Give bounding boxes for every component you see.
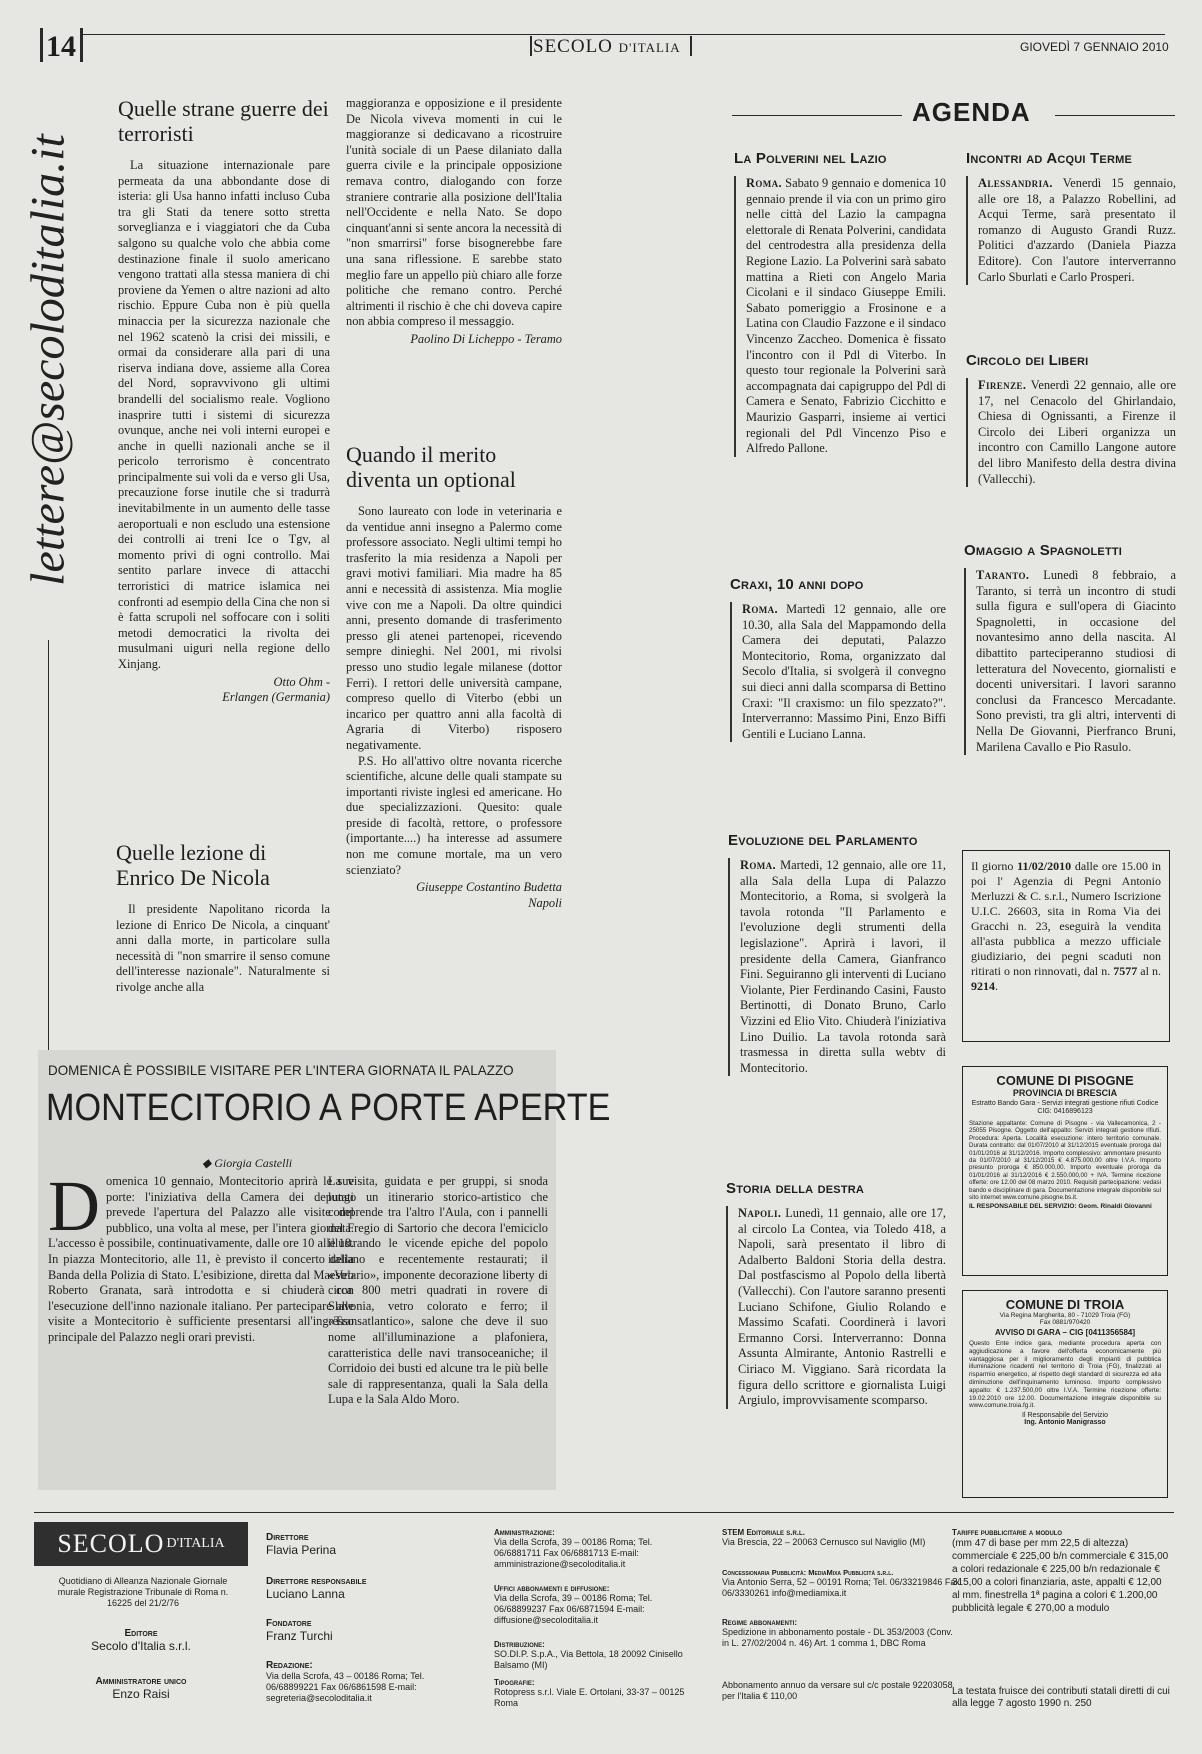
agenda-item-city: Roma. bbox=[740, 858, 777, 872]
agenda-item-body: Venerdì 22 gennaio, alle ore 17, nel Cenacolo del Ghirlandaio, Chiesa di Ognissanti, a Firenze il Circolo dei Liberi organizza un incontro con Camillo Langone autore del libro Manifesto della destra divina (Vallecchi). bbox=[978, 378, 1177, 486]
ad-sign: IL RESPONSABILE DEL SERVIZIO: Geom. Rinaldi Giovanni bbox=[969, 1203, 1152, 1211]
footer-value: Via della Scrofa, 39 – 00186 Roma; Tel. 06/6881711 Fax 06/6881713 E-mail: amministrazione@secoloditalia.it bbox=[494, 1537, 653, 1569]
footer-label: Editore bbox=[124, 1628, 158, 1639]
footer-label: Tipografie: bbox=[494, 1678, 535, 1687]
ad-number-from: 7577 bbox=[1113, 964, 1138, 978]
agenda-title: AGENDA bbox=[912, 97, 1031, 127]
page-date: GIOVEDÌ 7 GENNAIO 2010 bbox=[1020, 40, 1169, 54]
footer-value: Flavia Perina bbox=[266, 1543, 337, 1557]
agenda-item-text bbox=[740, 858, 946, 1076]
footer-testata bbox=[952, 1686, 1172, 1710]
agenda-item bbox=[966, 352, 1176, 487]
feature-body-1: omenica 10 gennaio, Montecitorio aprirà le sue porte: l'iniziativa della Camera dei deputati prevede l'apertura del Palazzo alle visite del pubblico, una volta al mese, per l'intera giornata. L'accesso è possibile, continuativamente, dalle ore 10 alle 18. In piazza Montecitorio, alle 11, è previsto il concerto della Banda della Polizia di Stato. L'esibizione, diretta dal Maestro Roberto Granata, sarà introdotta e si chiuderà con l'esecuzione dell'inno nazionale italiano. Per partecipare alle visite a Montecitorio è sufficiente presentarsi all'ingresso principale del Palazzo negli orari previsti. bbox=[48, 1174, 354, 1344]
footer-quotidiano: Quotidiano di Alleanza Nazionale Giornale murale Registrazione Tribunale di Roma n. 16225 del 21/2/76 bbox=[57, 1576, 229, 1608]
ad-text-a: Il giorno bbox=[971, 859, 1014, 873]
footer-value: Via della Scrofa, 39 – 00186 Roma; Tel. 06/68899237 Fax 06/6871594 E-mail: diffusione@secoloditalia.it bbox=[494, 1593, 653, 1625]
footer-value: Via della Scrofa, 43 – 00186 Roma; Tel. 06/68899221 Fax 06/6861598 E-mail: segreteria@secoloditalia.it bbox=[266, 1671, 425, 1703]
ad-text bbox=[971, 859, 1161, 994]
footer-fondatore bbox=[266, 1618, 466, 1643]
agenda-item-title: Incontri ad Acqui Terme bbox=[966, 150, 1132, 167]
masthead-right-bar bbox=[690, 36, 692, 56]
agenda-item-city: Roma. bbox=[742, 602, 779, 616]
ad-sign-role: Il Responsabile del Servizio bbox=[1022, 1412, 1108, 1420]
footer-amministratore bbox=[34, 1676, 248, 1701]
letter-de-nicola bbox=[116, 840, 330, 996]
footer-label: Distribuzione: bbox=[494, 1640, 545, 1649]
footer-value: Franz Turchi bbox=[266, 1629, 333, 1643]
ad-sign-name: Ing. Antonio Manigrasso bbox=[1024, 1419, 1106, 1427]
letter-place: Napoli bbox=[528, 895, 562, 910]
footer-distribuzione bbox=[494, 1640, 694, 1671]
agenda-item-title: Storia della destra bbox=[726, 1180, 865, 1197]
ad-line: Estratto Bando Gara - Servizi integrati gestione rifiuti Codice CIG: 0416896123 bbox=[971, 1100, 1159, 1115]
footer-value: Abbonamento annuo da versare sul c/c postale 92203058 per l'Italia € 110,00 bbox=[722, 1680, 953, 1701]
letter-author: Giuseppe Costantino Budetta bbox=[416, 880, 562, 895]
ad-text-end: . bbox=[995, 979, 998, 993]
ad-asta-pegni bbox=[962, 850, 1170, 1042]
letter-body: Sono laureato con lode in veterinaria e da ventidue anni insegno a Palermo come professore associato. Negli ultimi tempi ho trasferito la mia residenza a Napoli per gravi motivi familiari. Mia madre ha 85 anni e necessità di assistenza. Mia moglie vive con me a Napoli. Da oltre quindici anni, presento domande di trasferimento presso gli atenei partenopei, ricevendo sempre dinieghi. Nel 2001, mi rivolsi presso uno studio legale milanese (dottor Ferri). I rettori delle università campane, compreso quello di Viterbo (ebbi un incarico per quattro anni alla facoltà di Agraria di Viterbo) risposero negativamente. bbox=[346, 504, 562, 752]
letter-author: Otto Ohm - bbox=[273, 674, 330, 689]
feature-headline: MONTECITORIO A PORTE APERTE bbox=[46, 1087, 611, 1129]
agenda-item-body: Martedì, 12 gennaio, alle ore 11, alla Sala della Lupa di Palazzo Montecitorio, a Roma, si svolgerà la tavola rotonda "Il Parlamento e l'evoluzione degli strumenti della legislazione". Aprirà i lavori, il presidente della Camera, Gianfranco Fini. Seguiranno gli interventi di Luciano Violante, Pier Ferdinando Casini, Fausto Bertinotti, di Donato Bruno, Carlo Vizzini ed Elio Vito. Chiuderà l'iniziativa Lino Duilio. La tavola rotonda sarà trasmessa in diretta sulla webtv di Montecitorio. bbox=[740, 858, 946, 1075]
footer-abbonamento bbox=[722, 1680, 962, 1702]
agenda-item-text bbox=[976, 568, 1176, 755]
footer-label: Direttore responsabile bbox=[266, 1576, 367, 1587]
letters-email: lettere@secoloditalia.it bbox=[21, 134, 75, 586]
footer-direttore-responsabile bbox=[266, 1576, 466, 1601]
footer-stem bbox=[722, 1528, 962, 1548]
agenda-item-text bbox=[738, 1206, 946, 1409]
agenda-item bbox=[734, 150, 946, 457]
footer-logo-small: D'ITALIA bbox=[166, 1536, 225, 1551]
agenda-item-title: Omaggio a Spagnoletti bbox=[964, 542, 1123, 559]
agenda-item bbox=[964, 542, 1176, 755]
ad-comune-pisogne bbox=[962, 1066, 1168, 1276]
letter-title: Quelle strane guerre dei terroristi bbox=[118, 96, 329, 146]
footer-logo-main: SECOLO bbox=[57, 1529, 165, 1558]
feature-col-2 bbox=[328, 1174, 548, 1408]
footer-value: Enzo Raisi bbox=[112, 1687, 170, 1701]
footer-value: Via Antonio Serra, 52 – 00191 Roma; Tel. 06/33219846 Fax 06/3330261 info@mediamixa.it bbox=[722, 1577, 960, 1598]
agenda-item-text bbox=[978, 176, 1176, 285]
ad-text-mid: al n. bbox=[1140, 964, 1161, 978]
footer-tipografie bbox=[494, 1678, 694, 1709]
ad-body: Questo Ente indice gara, mediante procedura aperta con aggiudicazione a favore dell'offerta economicamente più vantaggiosa per il miglioramento degli impianti di pubblica illuminazione ricadenti nel territorio di Troia (FG), finalizzati al risparmio energetico, al rispetto degli standard di sicurezza ed alla diminuzione dell'inquinamento luminoso. Importo complessivo appalto: € 1.237.500,00 oltre I.V.A. Termine ricezione offerte: 19.02.2010 ore 12.00. Documentazione integrale disponibile su www.comune.troia.fg.it. bbox=[969, 1340, 1161, 1410]
footer-label: Tariffe pubblicitarie a modulo bbox=[952, 1528, 1063, 1537]
header-rule bbox=[80, 34, 1165, 35]
feature-article bbox=[38, 1050, 611, 1490]
feature-col-1 bbox=[48, 1166, 354, 1346]
footer-direttore bbox=[266, 1532, 466, 1557]
letter-author: Paolino Di Licheppo - Teramo bbox=[410, 331, 562, 346]
letter-terroristi bbox=[118, 96, 330, 706]
masthead-name: SECOLO bbox=[533, 36, 613, 57]
page-header bbox=[40, 28, 1170, 68]
letters-email-sidebar bbox=[18, 100, 78, 620]
masthead-left-bar bbox=[530, 36, 532, 56]
agenda-item-title: Craxi, 10 anni dopo bbox=[730, 576, 864, 593]
agenda-item-body: Venerdì 15 gennaio, alle ore 18, a Palazzo Robellini, ad Acqui Terme, sarà presentato il romanzo di Augusto Grandi Ruzz. Politici d'azzardo (Daniela Piazza Editore). Con l'autore interverranno Carlo Sburlati e Carlo Prosperi. bbox=[978, 176, 1176, 284]
footer-value: La testata fruisce dei contributi statali diretti di cui alla legge 7 agosto 1990 n. 250 bbox=[952, 1686, 1170, 1709]
agenda-item bbox=[730, 576, 946, 742]
ad-title: COMUNE DI PISOGNE bbox=[996, 1073, 1134, 1088]
footer-label: STEM Editoriale s.r.l. bbox=[722, 1528, 805, 1537]
ad-fax: Fax 0881/970420 bbox=[1039, 1319, 1091, 1326]
letter-de-nicola-continued bbox=[346, 96, 562, 348]
footer-redazione bbox=[266, 1660, 466, 1704]
footer-concessionaria bbox=[722, 1568, 962, 1599]
agenda-item-title: La Polverini nel Lazio bbox=[734, 150, 887, 167]
page-number: 14 bbox=[46, 30, 76, 63]
agenda-item-title: Circolo dei Liberi bbox=[966, 352, 1089, 369]
footer-label: Fondatore bbox=[266, 1618, 312, 1629]
footer-rule bbox=[34, 1512, 1174, 1513]
footer-label: Uffici abbonamenti e diffusione: bbox=[494, 1584, 610, 1593]
ad-body: Stazione appaltante: Comune di Pisogne - via Vallecamonica, 2 - 25055 Pisogne. Oggetto dell'appalto: Servizi integrati gestione rifiuti. Procedura: Aperta. Località esecuzione: intero territorio comunale. Durata contratto: dal 01/07/2010 al 31/12/2015 eventuale proroga dal 01/01/2016 al 31/12/2016. Importo complessivo: ammontare presunto da 01/07/2010 al 31/12/2015 € 4.875.000,00 oltre I.V.A. Importo presunto proroga € 850.000,00. Importo eventuale proroga da 01/01/2016 al 31/12/2016 € 2.550.000,00 + IVA. Termine ricezione offerte: ore 12.00 del 08 marzo 2010. Requisiti partecipazione: vedasi bando e disciplinare di gara. Documentazione integrale disponibile sul sito internet www.comune.pisogne.bs.it. bbox=[969, 1120, 1161, 1202]
masthead-small: D'ITALIA bbox=[618, 40, 681, 55]
letter-body-continued: maggioranza e opposizione e il presidente De Nicola viveva momenti in cui le maggioranze si dedicavano a ricostruire l'unità sociale di un Paese dilaniato dalla guerra civile e la principale opposizione remava contro, dialogando con forze straniere contrarie alla posizione dell'Italia nell'Occidente e nella Nato. Se dopo cinquant'anni si sente ancora la necessità di "non smarrirsi" forse bisognerebbe fare una sana riflessione. E sarebbe stato meglio fare un appello più chiaro alle forze politiche che remano contro. Perché altrimenti il rischio è che chi doveva capire non abbia compreso il messaggio. bbox=[346, 96, 562, 329]
agenda-item bbox=[966, 150, 1176, 285]
ad-subtitle: PROVINCIA DI BRESCIA bbox=[1012, 1088, 1118, 1098]
colophon bbox=[34, 1518, 1174, 1718]
agenda-item-body: Sabato 9 gennaio e domenica 10 gennaio prende il via con un primo giro nelle città del Lazio la campagna elettorale di Renata Polverini, candidata del centrodestra alla presidenza della Regione Lazio. La Polverini sarà sabato mattina a Rieti con Angelo Maria Cicolani e il sindaco Giuseppe Emili. Sabato pomeriggio a Frosinone e a Latina con Claudio Fazzone e il sindaco Vincenzo Zaccheo. Domenica è fissato l'incontro con il Pdl di Viterbo. In questo tour regionale la Polverini sarà accompagnata dai capigruppo del Pdl di Camera e Senato, Fabrizio Cicchitto e Maurizio Gasparri, insieme ai vertici regionali del Pdl Vincenzo Piso e Alfredo Pallone. bbox=[746, 176, 946, 456]
letter-place: Erlangen (Germania) bbox=[222, 690, 330, 705]
agenda-item bbox=[728, 832, 946, 1076]
footer-logo bbox=[34, 1522, 248, 1566]
ad-title: COMUNE DI TROIA bbox=[1005, 1297, 1125, 1312]
feature-body-2: La visita, guidata e per gruppi, si snoda lungo un itinerario storico-artistico che comprende tra l'altro l'Aula, con i pannelli del Fregio di Sartorio che decora l'emiciclo illustrando le vicende epiche del popolo italiano e recentemente restaurati; il «Velario», imponente decorazione liberty di circa 800 metri quadrati in rovere di Slavonia, vetro colorato e ferro; il «Transatlantico», salone che deve il suo nome all'illuminazione a plafoniera, caratteristica delle navi transoceaniche; il Corridoio dei busti ed alcune tra le più belle sale di rappresentanza, quali la Sala della Lupa e la Sala Aldo Moro. bbox=[328, 1174, 548, 1407]
ad-comune-troia bbox=[962, 1290, 1168, 1498]
feature-dropcap: D bbox=[48, 1166, 100, 1246]
agenda-item-city: Firenze. bbox=[978, 378, 1027, 392]
footer-label: Amministrazione: bbox=[494, 1528, 555, 1537]
footer-value: Via Brescia, 22 – 20063 Cernusco sul Naviglio (MI) bbox=[722, 1537, 926, 1547]
footer-label: Amministratore unico bbox=[95, 1676, 187, 1687]
letter-title: Quelle lezione di Enrico De Nicola bbox=[116, 840, 270, 890]
feature-byline: ◆ Giorgia Castelli bbox=[202, 1156, 293, 1170]
footer-value: Spedizione in abbonamento postale - DL 353/2003 (Conv. in L. 27/02/2004 n. 46) Art. 1 comma 1, DBC Roma bbox=[722, 1627, 953, 1648]
agenda-item bbox=[726, 1180, 946, 1409]
letter-title: Quando il merito diventa un optional bbox=[346, 442, 516, 492]
agenda-item-city: Napoli. bbox=[738, 1206, 782, 1220]
sidebar-rule bbox=[48, 640, 49, 1090]
agenda-rule-left bbox=[732, 115, 902, 116]
ad-date: 11/02/2010 bbox=[1017, 859, 1072, 873]
agenda-item-body: Lunedì, 11 gennaio, alle ore 17, al circolo La Contea, via Toledo 418, a Napoli, sarà presentato il libro di Adalberto Baldoni Storia della destra. Dal postfascismo al Popolo della libertà (Vallecchi). Con l'autore saranno presenti Luciano Schifone, Giulio Rolando e Massimo Scafati. Coordinerà i lavori Ermanno Corsi. Interverranno: Donna Assunta Almirante, Antonio Rastrelli e Ciriaco M. Viggiano. Sarà ricordata la figura dello scrittore e giornalista Luigi Argiulo, improvvisamente scomparso. bbox=[738, 1206, 946, 1408]
footer-editore bbox=[34, 1628, 248, 1653]
footer-label: Regime abbonamenti: bbox=[722, 1618, 797, 1627]
page-number-bar bbox=[40, 28, 43, 62]
footer-label: Redazione: bbox=[266, 1660, 313, 1671]
letter-body: La situazione internazionale pare permeata da una abbondante dose di isteria: gli Usa hanno infatti incluso Cuba tra gli Stati da tenere sotto stretta sorveglianza e i viaggiatori che da Cuba salgono su qualche volo che abbia come destinazione finale il suolo americano vengono trattati alla stessa maniera di chi proviene da Yemen o altre nazioni ad alto rischio. Eppure Cuba non è più quella minaccia per la sicurezza nazionale che nel 1962 scatenò la crisi dei missili, e ormai da considerare alla pari di una riserva indiana dove, assieme alla Corea del Nord, sopravvivono gli ultimi brandelli del socialismo reale. Vogliono inasprire tutti i sistemi di sicurezza ovunque, anche nei voli interni europei e anche in quelli nazionali anche se il pericolo terrorismo è concentrato principalmente sui voli da e verso gli Usa, precauzione forse inutile che si tradurrà inevitabilmente in un aumento delle tasse aeroportuali e non escludo una estensione dei controlli ai treni Ice o Tgv, al momento privi di ogni controllo. Mai sentito parlare invece di attacchi terroristici di matrice islamica nei confronti ad esempio della Cina che non si è fatta scrupoli nel soffocare con i soliti metodi democratici la rivolta dei musulmani uiguri nella regione dello Xinjang. bbox=[118, 158, 330, 671]
ad-number-to: 9214 bbox=[971, 979, 995, 993]
letter-body: Il presidente Napolitano ricorda la lezione di Enrico De Nicola, a cinquant' anni dalla morte, in particolare sulla necessità di "non smarrire il senso comune dell'interesse nazionale". Naturalmente si rivolge anche alla bbox=[116, 902, 330, 994]
footer-value: (mm 47 di base per mm 22,5 di altezza) commerciale € 225,00 b/n commerciale € 315,00 a colori redazionale € 225,00 b/n redazionale € 315,00 a colori finanziaria, aste, appalti € 12,00 al mm. finestrella 1ª pagina a colori € 1.200,00 pubblicità legale € 270,00 a modulo bbox=[952, 1538, 1169, 1614]
agenda-item-text bbox=[742, 602, 946, 742]
agenda-item-body: Lunedì 8 febbraio, a Taranto, si terrà un incontro di studi sulla figura e sull'opera di Giacinto Spagnoletti, in occasione del novantesimo anno della nascita. Al dibattito parteciperanno studiosi di letteratura del Novecento, giornalisti e docenti universitari. I lavori saranno conclusi da Francesco Mercadante. Sono previsti, tra gli altri, interventi di Nella De Giovanni, Pierfranco Bruni, Marilena Cavallo e Pio Rasulo. bbox=[976, 568, 1176, 754]
agenda-item-city: Alessandria. bbox=[978, 176, 1053, 190]
feature-kicker: DOMENICA È POSSIBILE VISITARE PER L'INTERA GIORNATA IL PALAZZO bbox=[48, 1062, 514, 1078]
agenda-rule-right bbox=[1055, 115, 1175, 116]
ad-subtitle: AVVISO DI GARA – CIG [0411356584] bbox=[994, 1328, 1136, 1337]
footer-value: Secolo d'Italia s.r.l. bbox=[91, 1639, 191, 1653]
footer-value: Rotopress s.r.l. Viale E. Ortolani, 33-37 – 00125 Roma bbox=[494, 1687, 685, 1708]
footer-regime bbox=[722, 1618, 962, 1649]
masthead bbox=[533, 36, 681, 58]
footer-value: Luciano Lanna bbox=[266, 1587, 345, 1601]
ad-address: Via Regina Margherita, 80 - 71029 Troia (FG) bbox=[999, 1312, 1131, 1319]
agenda-item-title: Evoluzione del Parlamento bbox=[728, 832, 918, 849]
footer-tariffe bbox=[952, 1528, 1172, 1615]
agenda-item-text bbox=[978, 378, 1176, 487]
ad-text-b: dalle ore 15.00 in poi l' Agenzia di Pegni Antonio Merluzzi & C. s.r.l., Numero Iscrizione U.I.C. 26603, sita in Roma Via dei Gracchi n. 23, eseguirà la vendita all'asta pubblica a mezzo ufficiale giudiziario, dei pegni scaduti non ritirati o non rinnovati, dal n. bbox=[971, 859, 1162, 978]
footer-value: SO.DI.P. S.p.A., Via Bettola, 18 20092 Cinisello Balsamo (MI) bbox=[494, 1649, 683, 1670]
footer-amministrazione bbox=[494, 1528, 694, 1570]
footer-label: Direttore bbox=[266, 1532, 309, 1543]
footer-uffici bbox=[494, 1584, 694, 1626]
letter-merito bbox=[346, 442, 562, 911]
agenda-item-body: Martedì 12 gennaio, alle ore 10.30, alla Sala del Mappamondo della Camera dei deputati, Palazzo Montecitorio, Roma, organizzato dal Secolo d'Italia, si svolgerà il convegno sui dieci anni dalla scomparsa di Bettino Craxi: "Il craxismo: un filo spezzato?". Interverranno: Massimo Pini, Enzo Biffi Gentili e Luciano Lanna. bbox=[742, 602, 946, 741]
agenda-item-city: Roma. bbox=[746, 176, 783, 190]
agenda-item-city: Taranto. bbox=[976, 568, 1030, 582]
footer-label: Concessionaria Pubblicità: MediaMixa Pubblicità s.r.l. bbox=[722, 1568, 894, 1577]
letter-postscript: P.S. Ho all'attivo oltre novanta ricerche scientifiche, alcune delle quali stampate su importanti riviste inglesi ed americane. Ho due specializzazioni. Quesito: quale preside di facoltà, rettore, o professore (importante....) ha interesse ad assumere non me comune mortale, ma un vero scienziato? bbox=[346, 753, 562, 877]
agenda-item-text bbox=[746, 176, 946, 457]
